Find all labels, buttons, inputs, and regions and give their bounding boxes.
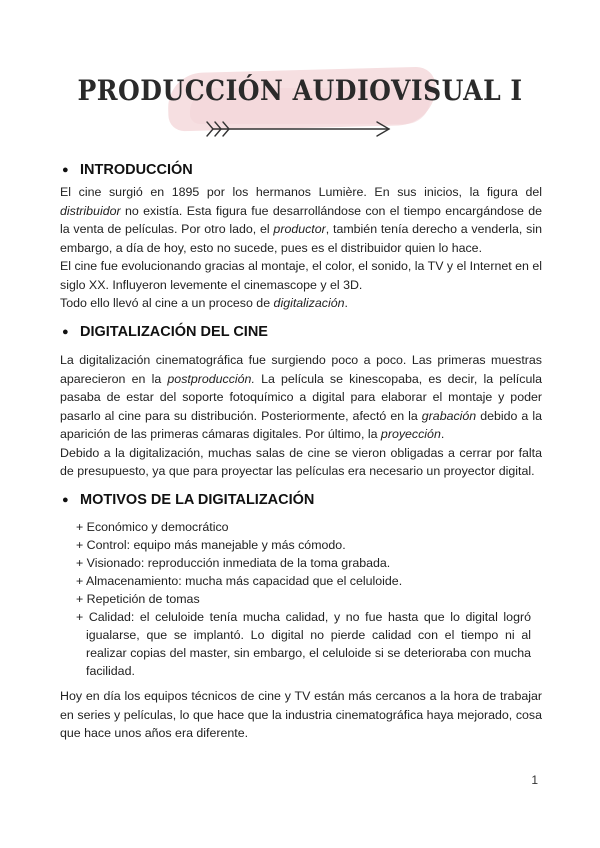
list-item: + Calidad: el celuloide tenía mucha calidad, y no fue hasta que lo digital logró igualarse, que se implantó. Lo digital no pierde calidad con el tiempo ni al realizar copias del master, sin embargo, el celuloide si se deterioraba con mucha facilidad. [76,610,531,678]
motivos-list [76,518,531,680]
section-heading-introduccion [62,162,193,178]
paragraph: Hoy en día los equipos técnicos de cine y TV están más cercanos a la hora de trabajar en series y películas, lo que hace que la industria cinematográfica haya mejorado, cosa que hace unos años era diferente. [60,689,542,740]
italic-term: distribuidor [60,203,121,218]
title-banner [0,58,600,138]
italic-term: grabación [421,408,477,423]
bullet-icon: ● [62,326,69,338]
section-heading-motivos [62,492,314,508]
page-title: PRODUCCIÓN AUDIOVISUAL I [77,74,523,107]
bullet-icon: ● [62,494,69,506]
section-heading-digitalizacion [62,324,268,340]
paragraph: Todo ello llevó al cine a un proceso de digitalización. [60,296,348,310]
italic-term: digitalización [273,296,345,310]
section-body-digitalizacion [60,351,542,481]
list-item: + Económico y democrático [76,520,229,534]
list-item: + Visionado: reproducción inmediata de la toma grabada. [76,556,391,570]
closing-paragraph [60,687,542,743]
section-heading-text: INTRODUCCIÓN [80,162,193,178]
paragraph: Debido a la digitalización, muchas salas de cine se vieron obligadas a cerrar por falta de presupuesto, ya que para proyectar las películas era necesario un proyector digital. [60,445,542,478]
italic-term: productor [273,222,326,236]
italic-term: postproducción. [167,371,255,386]
arrow-divider-icon [205,118,395,140]
paragraph: El cine surgió en 1895 por los hermanos Lumière. En sus inicios, la figura del distribuidor no existía. Esta figura fue desarrollándose con el tiempo encargándose de la venta de películas. Por otro lado, el productor, también tenía derecho a venderla, sin embargo, a día de hoy, esto no sucede, pues es el distribuidor quien lo hace. [60,185,542,255]
list-item: + Control: equipo más manejable y más cómodo. [76,538,346,552]
list-item: + Almacenamiento: mucha más capacidad que el celuloide. [76,574,403,588]
section-heading-text: MOTIVOS DE LA DIGITALIZACIÓN [80,492,315,508]
paragraph: La digitalización cinematográfica fue surgiendo poco a poco. Las primeras muestras aparecieron en la postproducción. La película se kinescopaba, es decir, la película pasaba de estar del soporte fotoquímico a digital para elaborar el montaje y poder pasarlo al cine para su distribución. Posteriormente, afectó en la grabación debido a la aparición de las primeras cámaras digitales. Por último, la proyección. [60,353,542,441]
section-heading-text: DIGITALIZACIÓN DEL CINE [80,324,268,340]
italic-term: proyección [380,427,441,441]
page-number: 1 [531,773,538,787]
paragraph: El cine fue evolucionando gracias al montaje, el color, el sonido, la TV y el Internet en el siglo XX. Influyeron levemente el cinemascope y el 3D. [60,259,542,292]
section-body-introduccion [60,183,542,313]
list-item: + Repetición de tomas [76,592,200,606]
bullet-icon: ● [62,164,69,176]
